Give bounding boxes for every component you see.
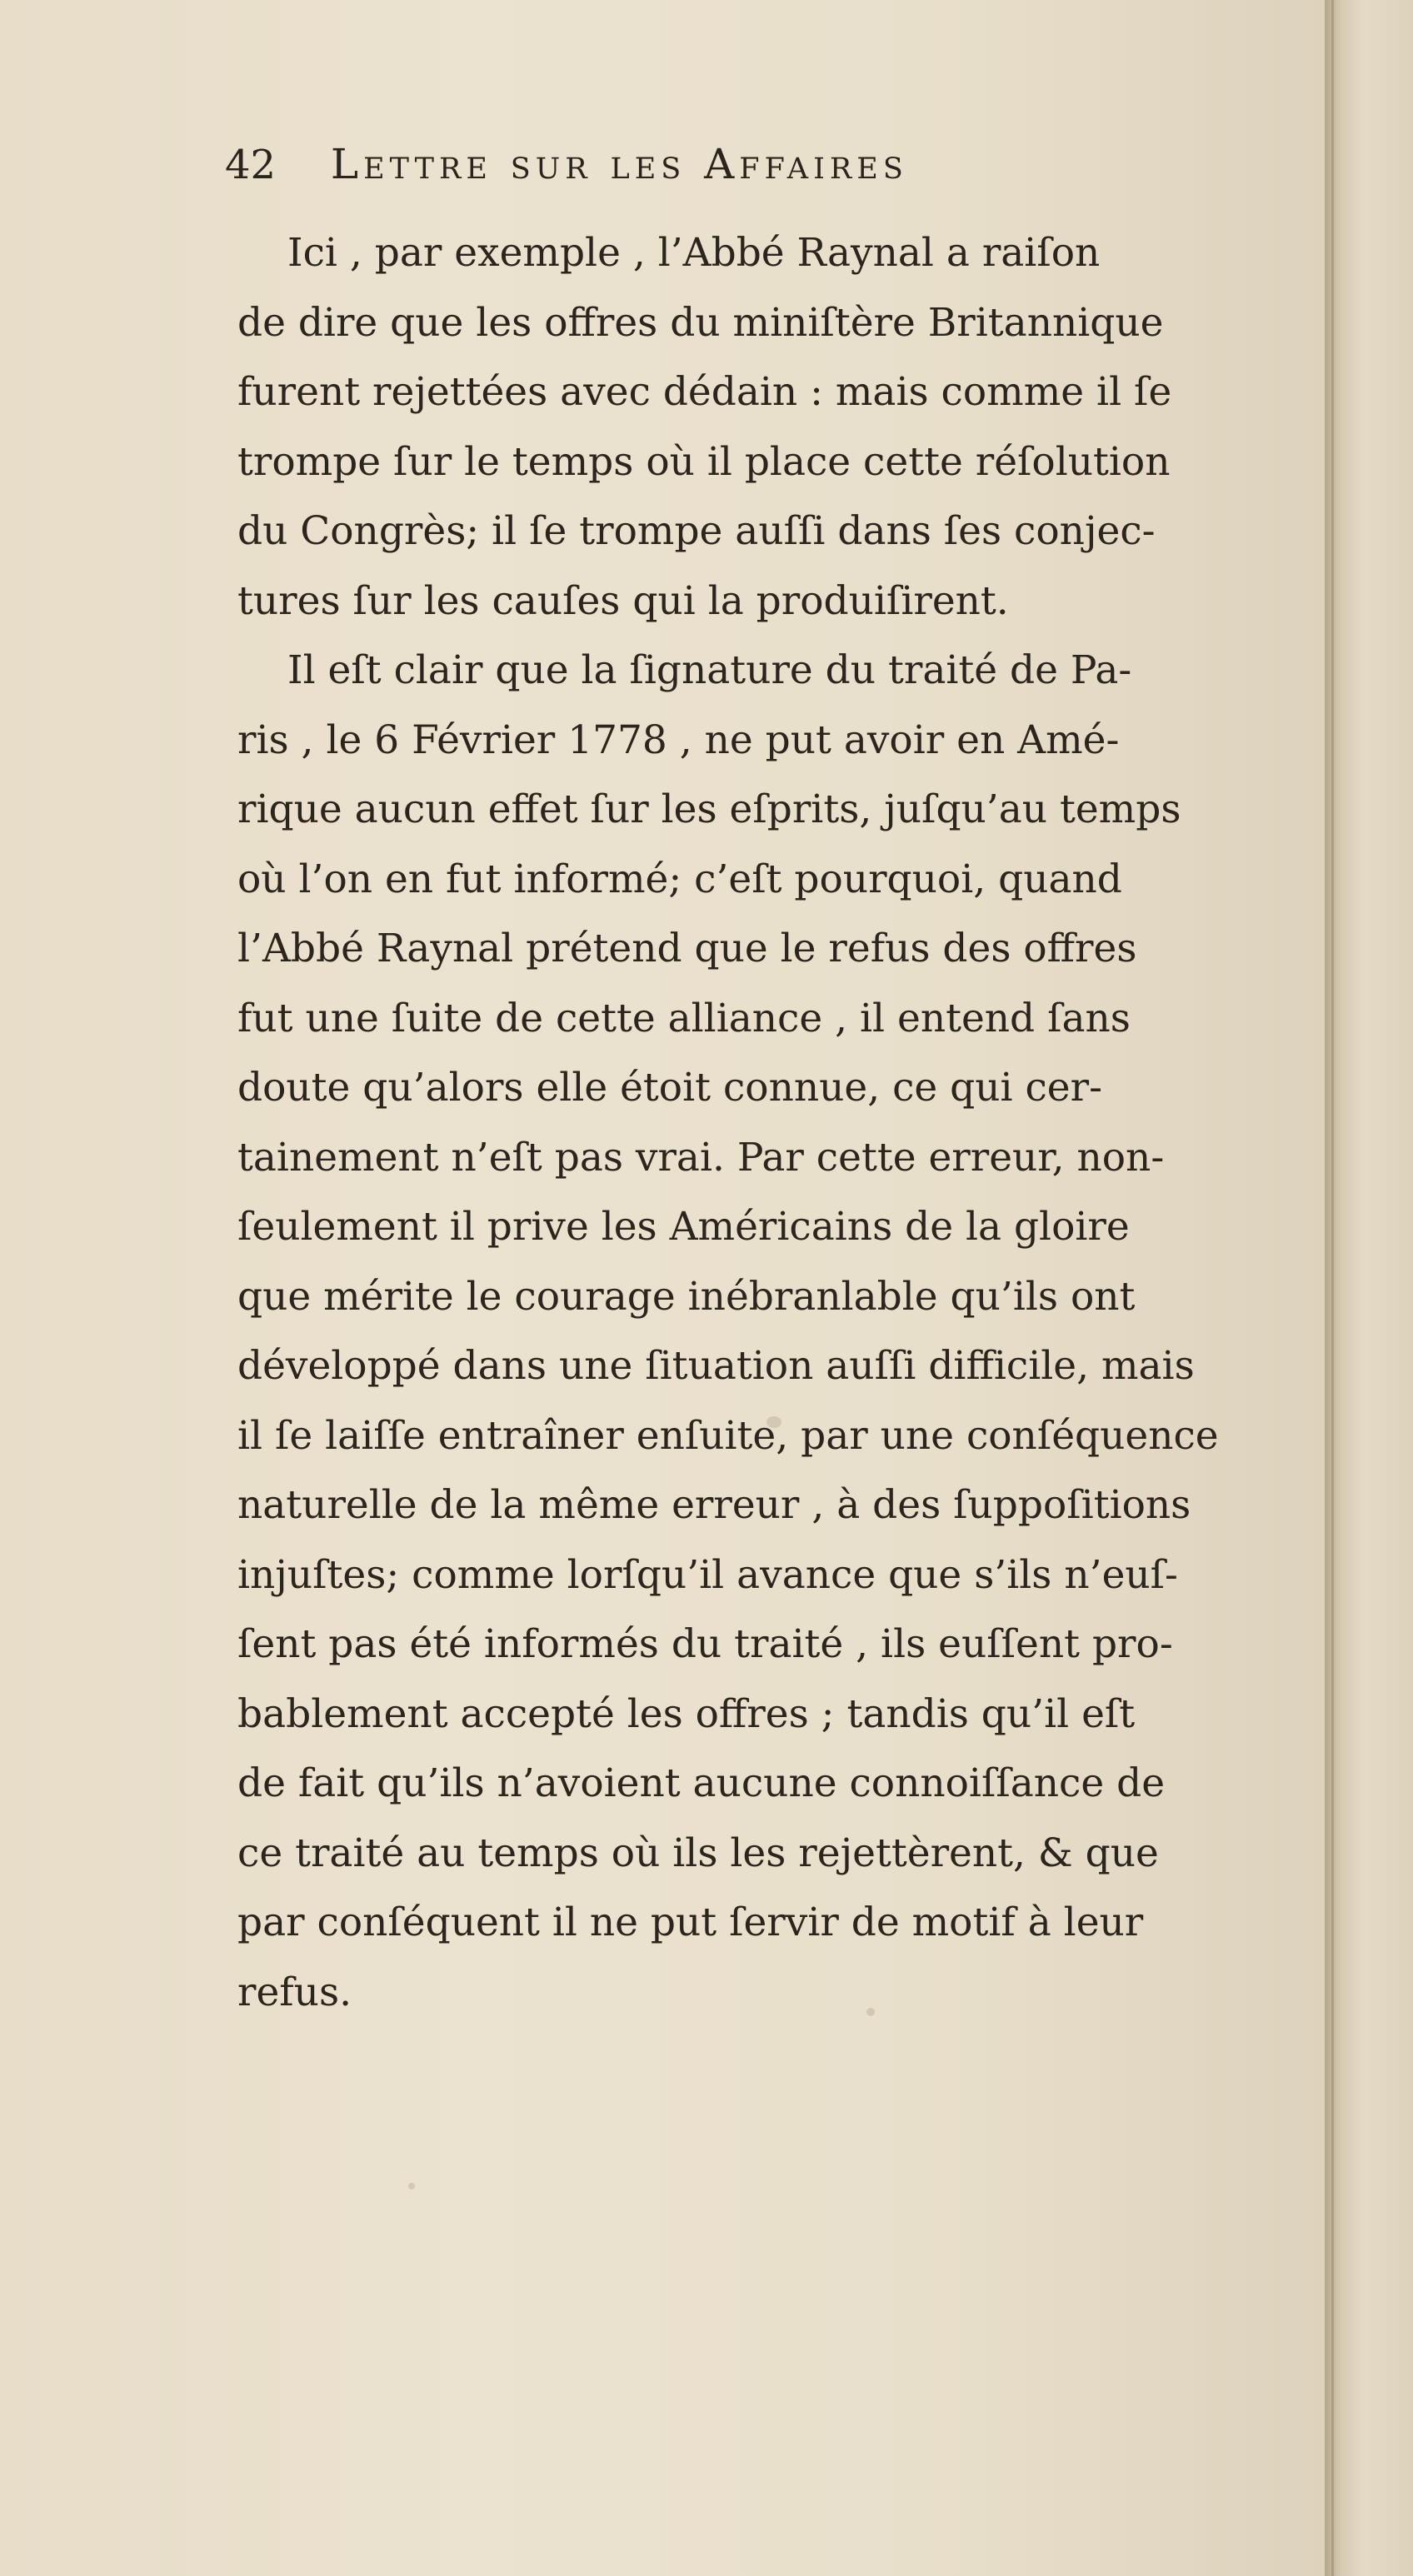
text-line: que mérite le courage inébranlable qu’ils ont: [237, 1273, 1136, 1320]
text-line: trompe ſur le temps où il place cette réſolution: [237, 438, 1171, 485]
text-line: où l’on en fut informé; c’eſt pourquoi, quand: [237, 856, 1122, 902]
text-line: tures ſur les cauſes qui la produiſirent.: [237, 577, 1009, 624]
text-line: par conſéquent il ne put ſervir de motif à leur: [237, 1900, 1144, 1945]
text-line: bablement accepté les offres ; tandis qu’il eſt: [237, 1690, 1136, 1737]
paper-stain: [408, 2183, 415, 2189]
text-line: furent rejettées avec dédain : mais comme il ſe: [237, 369, 1172, 415]
paragraph-2: [237, 636, 1304, 2027]
text-line: ſeulement il prive les Américains de la gloire: [237, 1204, 1130, 1250]
body-text: [237, 218, 1304, 2027]
gutter-edge: [1331, 0, 1334, 2576]
text-line: Ici , par exemple , l’Abbé Raynal a raiſon: [287, 230, 1101, 276]
paragraph-1: [237, 218, 1304, 636]
text-line: ſent pas été informés du traité , ils euſſent pro-: [237, 1621, 1173, 1667]
text-line: fut une ſuite de cette alliance , il entend ſans: [237, 995, 1131, 1041]
text-line: ce traité au temps où ils les rejettèrent, & que: [237, 1830, 1159, 1876]
text-line: l’Abbé Raynal prétend que le refus des offres: [237, 926, 1137, 971]
page-gutter: [1325, 0, 1413, 2576]
text-line: développé dans une ſituation auſſi difficile, mais: [237, 1343, 1195, 1389]
text-line: injuſtes; comme lorſqu’il avance que s’ils n’euſ-: [237, 1551, 1178, 1598]
text-line: doute qu’alors elle étoit connue, ce qui cer-: [237, 1065, 1102, 1111]
text-line: de fait qu’ils n’avoient aucune connoiſſance de: [237, 1760, 1166, 1806]
running-header: [225, 140, 1183, 198]
text-line: Il eſt clair que la ſignature du traité de Pa-: [287, 647, 1132, 693]
text-line: du Congrès; il ſe trompe auſſi dans ſes conjec-: [237, 508, 1156, 554]
text-line: refus.: [237, 1969, 352, 2015]
text-line: de dire que les offres du miniſtère Britannique: [237, 299, 1164, 346]
text-line: tainement n’eſt pas vrai. Par cette erreur, non-: [237, 1134, 1165, 1181]
text-line: rique aucun effet ſur les eſprits, juſqu’au temps: [237, 786, 1181, 832]
text-line: ris , le 6 Février 1778 , ne put avoir en Amé-: [237, 716, 1120, 763]
text-line: il ſe laiſſe entraîner enſuite, par une conſéquence: [237, 1412, 1219, 1459]
running-title: Lettre sur les Affaires: [330, 140, 908, 188]
page-number: 42: [225, 142, 277, 188]
text-line: naturelle de la même erreur , à des ſuppoſitions: [237, 1482, 1191, 1528]
